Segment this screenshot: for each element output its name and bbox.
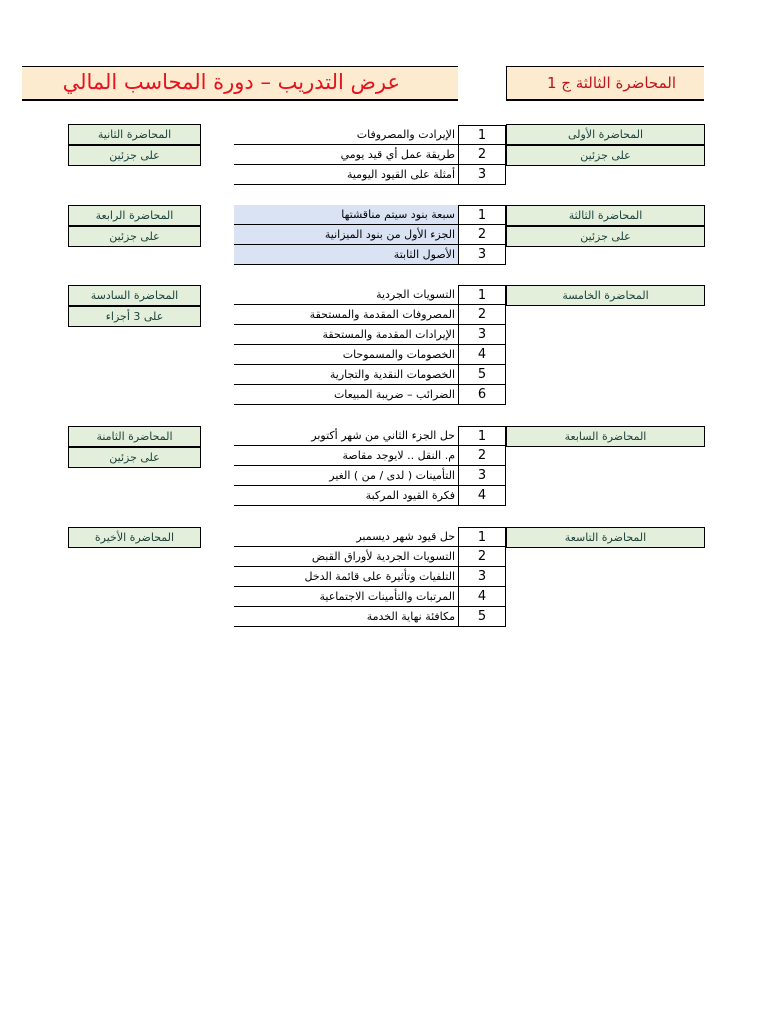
item-number: 2 [458,547,506,567]
lecture-sub-2: على جزئين [68,145,201,166]
item-number: 3 [458,165,506,185]
item-number: 1 [458,527,506,547]
topic-item: الإيرادات المقدمة والمستحقة [234,325,458,345]
lecture-label-1: المحاضرة الأولى [506,124,705,145]
lecture-sub-4: على جزئين [68,226,201,247]
topic-item: حل الجزء الثاني من شهر أكتوبر [234,426,458,446]
item-number: 6 [458,385,506,405]
item-number: 3 [458,567,506,587]
lecture-sub-3: على جزئين [506,226,705,247]
topic-item: المصروفات المقدمة والمستحقة [234,305,458,325]
page-title: عرض التدريب – دورة المحاسب المالي [62,70,400,94]
item-number: 2 [458,225,506,245]
page-title-box [22,66,458,101]
item-number: 4 [458,345,506,365]
topic-item: أمثلة على القيود اليومية [234,165,458,185]
item-number: 5 [458,365,506,385]
item-number: 4 [458,486,506,506]
item-number: 2 [458,145,506,165]
lecture-sub-6: على 3 أجزاء [68,306,201,327]
item-number: 1 [458,205,506,225]
item-number: 4 [458,587,506,607]
item-number: 2 [458,446,506,466]
topic-item: التلفيات وتأثيرة على قائمة الدخل [234,567,458,587]
lecture-sub-1: على جزئين [506,145,705,166]
topic-item: فكرة القيود المركبة [234,486,458,506]
item-number: 1 [458,125,506,145]
item-number: 5 [458,607,506,627]
lecture-label-5: المحاضرة الخامسة [506,285,705,306]
item-number: 3 [458,325,506,345]
topic-item: مكافئة نهاية الخدمة [234,607,458,627]
item-number: 1 [458,426,506,446]
topic-item: سبعة بنود سيتم مناقشتها [234,205,458,225]
topic-item: الضرائب – ضريبة المبيعات [234,385,458,405]
item-number: 1 [458,285,506,305]
topic-item: التأمينات ( لدى / من ) الغير [234,466,458,486]
topic-item: الخصومات والمسموحات [234,345,458,365]
lecture-label-7: المحاضرة السابعة [506,426,705,447]
lecture-label-8: المحاضرة الثامنة [68,426,201,447]
topic-item: م. النقل .. لايوجد مقاصة [234,446,458,466]
lecture-badge: المحاضرة الثالثة ج 1 [546,74,676,92]
topic-item: التسويات الجردية لأوراق القبض [234,547,458,567]
lecture-badge-box [506,66,704,101]
lecture-label-9: المحاضرة التاسعة [506,527,705,548]
item-number: 2 [458,305,506,325]
topic-item: حل قيود شهر ديسمبر [234,527,458,547]
item-number: 3 [458,466,506,486]
lecture-sub-8: على جزئين [68,447,201,468]
item-number: 3 [458,245,506,265]
topic-item: الأصول الثابتة [234,245,458,265]
lecture-label-4: المحاضرة الرابعة [68,205,201,226]
topic-item: الجزء الأول من بنود الميزانية [234,225,458,245]
topic-item: طريقة عمل أي قيد يومي [234,145,458,165]
lecture-label-6: المحاضرة السادسة [68,285,201,306]
topic-item: التسويات الجردية [234,285,458,305]
topic-item: الخصومات النقدية والتجارية [234,365,458,385]
lecture-label-3: المحاضرة الثالثة [506,205,705,226]
lecture-label-10: المحاضرة الأخيرة [68,527,201,548]
lecture-label-2: المحاضرة الثانية [68,124,201,145]
topic-item: المرتبات والتأمينات الاجتماعية [234,587,458,607]
topic-item: الإيرادت والمصروفات [234,125,458,145]
